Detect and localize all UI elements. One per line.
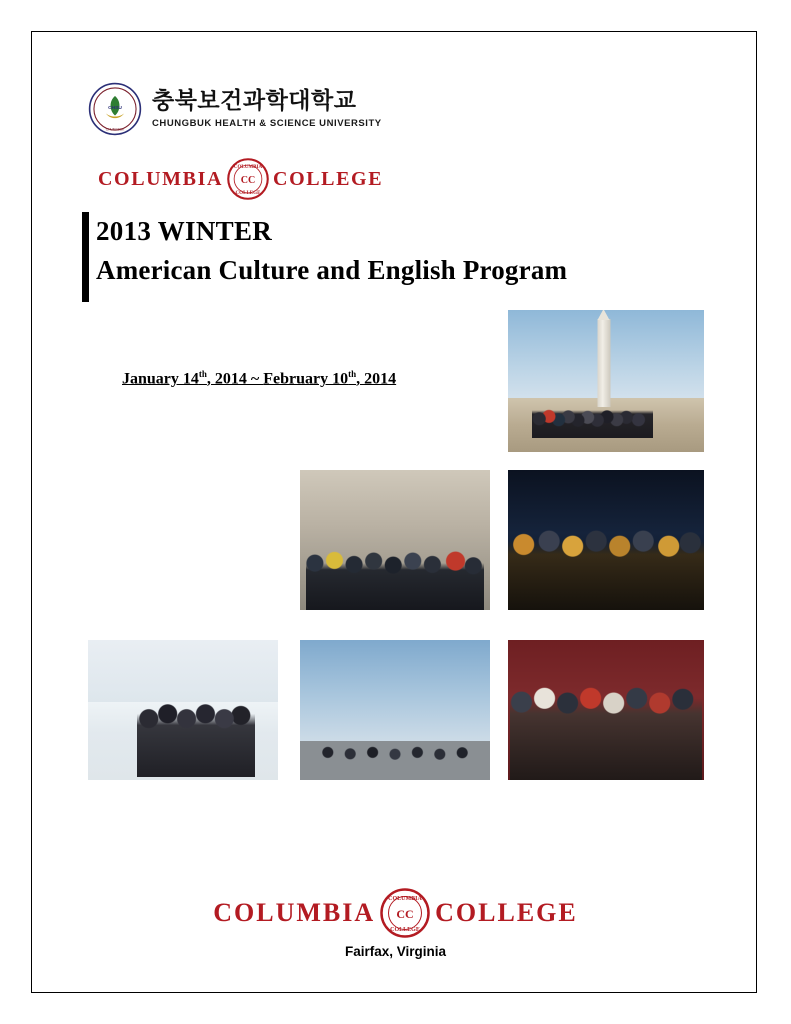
- date-end-ordinal: th: [348, 369, 357, 379]
- university-seal-icon: [88, 82, 142, 136]
- columbia-college-seal-icon-bottom: [380, 888, 430, 938]
- svg-text:CC: CC: [240, 175, 256, 187]
- date-start-ordinal: th: [198, 369, 207, 379]
- columbia-wordmark-left: COLUMBIA: [98, 167, 224, 190]
- photo-lincoln-memorial: [300, 470, 490, 610]
- columbia-wordmark-right: COLLEGE: [273, 167, 384, 190]
- page-title-line-1: 2013 WINTER: [96, 216, 273, 246]
- date-start-year: , 2014 ~: [206, 370, 264, 388]
- columbia-college-logo-bottom: [0, 888, 791, 938]
- columbia-college-seal-icon: [227, 158, 269, 200]
- photo-washington-monument: [508, 310, 704, 452]
- university-logo-block: [88, 82, 382, 136]
- university-name-english: CHUNGBUK HEALTH & SCIENCE UNIVERSITY: [152, 117, 382, 129]
- footer-location: Fairfax, Virginia: [344, 944, 447, 959]
- title-accent-bar: [82, 212, 89, 302]
- date-end-day: February 10: [263, 370, 349, 388]
- photo-welcome-indoor: [508, 640, 704, 780]
- page-title-line-2: American Culture and English Program: [96, 255, 568, 285]
- photo-us-capitol: [300, 640, 490, 780]
- svg-text:COLUMBIA: COLUMBIA: [233, 165, 263, 171]
- svg-text:COLUMBIA: COLUMBIA: [388, 896, 422, 902]
- date-start-day: January 14: [122, 370, 199, 388]
- svg-text:CHSU: CHSU: [108, 106, 122, 111]
- svg-text:CC: CC: [396, 907, 414, 921]
- photo-nyc-night: [508, 470, 704, 610]
- svg-text:COLLEGE: COLLEGE: [390, 927, 420, 933]
- columbia-college-logo-top: [98, 158, 383, 200]
- columbia-wordmark-right-bottom: COLLEGE: [435, 898, 578, 927]
- columbia-wordmark-left-bottom: COLUMBIA: [213, 898, 376, 927]
- photo-snow-river: [88, 640, 278, 780]
- university-name-korean: 충북보건과학대학교: [152, 88, 357, 115]
- date-end-year: , 2014: [356, 370, 397, 388]
- program-date-range: [122, 369, 396, 388]
- svg-text:COLLEGE: COLLEGE: [235, 191, 261, 197]
- svg-text:CHUNGBUK: CHUNGBUK: [105, 127, 125, 132]
- university-name-block: [152, 89, 382, 128]
